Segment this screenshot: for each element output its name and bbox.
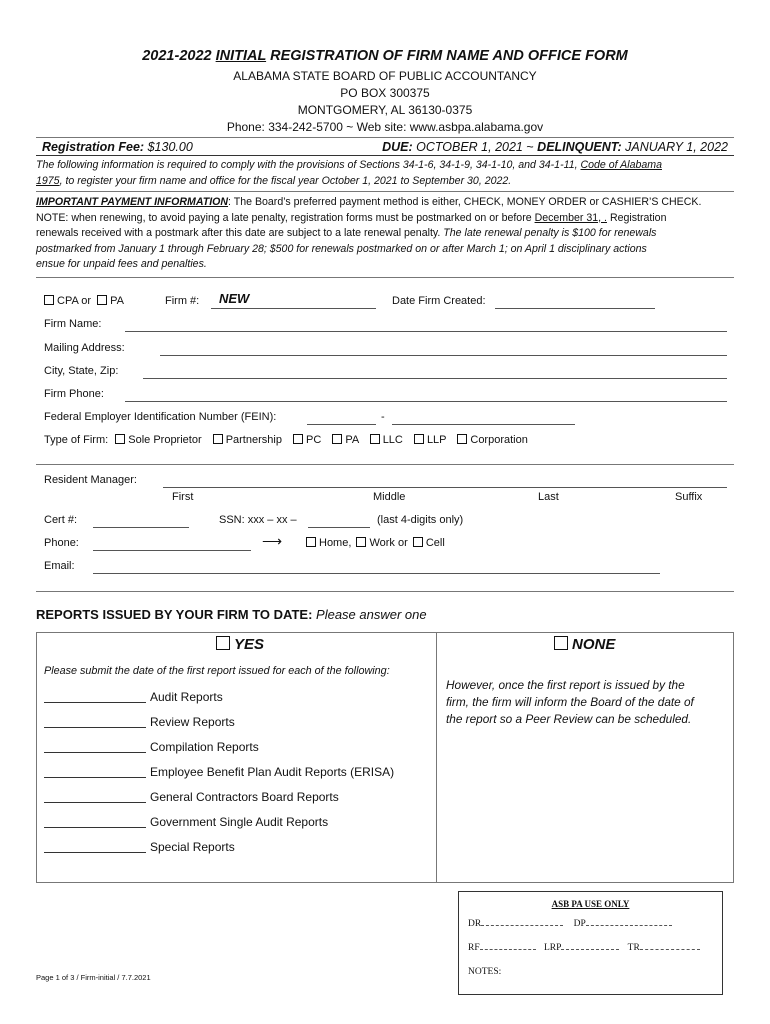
report-date-field[interactable] (44, 841, 146, 853)
org-name: ALABAMA STATE BOARD OF PUBLIC ACCOUNTANCY (233, 69, 537, 83)
city-state-zip-field[interactable] (143, 378, 727, 379)
city-state-zip-label: City, State, Zip: (44, 365, 119, 377)
reports-heading: REPORTS ISSUED BY YOUR FIRM TO DATE: Please answer one (36, 607, 427, 622)
report-item: Special Reports (44, 840, 235, 854)
contact-line: Phone: 334-242-5700 ~ Web site: www.asbpa.alabama.gov (226, 120, 544, 134)
ssn-field[interactable] (308, 527, 370, 528)
rm-phone-label: Phone: (44, 537, 79, 549)
report-item: Government Single Audit Reports (44, 815, 328, 829)
last-name-caption: Last (538, 491, 559, 503)
office-use-row1: DR DP (468, 919, 672, 929)
page-footer: Page 1 of 3 / Firm-initial / 7.7.2021 (36, 973, 151, 982)
cert-field[interactable] (93, 527, 189, 528)
firm-number-field[interactable] (211, 308, 376, 309)
form-title: 2021-2022 INITIAL REGISTRATION OF FIRM NAME AND OFFICE FORM (142, 48, 628, 64)
lrp-field[interactable] (561, 949, 619, 950)
date-created-label: Date Firm Created: (392, 295, 486, 307)
firm-number-value: NEW (219, 291, 250, 306)
notes-label: NOTES: (468, 967, 502, 977)
ssn-hint: (last 4-digits only) (377, 514, 464, 526)
city-address: MONTGOMERY, AL 36130-0375 (297, 103, 473, 117)
registration-fee: Registration Fee: $130.00 (42, 140, 193, 154)
corporation-checkbox[interactable] (457, 434, 467, 444)
license-type: CPA or PA (44, 295, 124, 307)
firm-name-field[interactable] (125, 331, 727, 332)
dp-field[interactable] (586, 925, 672, 926)
fein-suffix-field[interactable] (392, 424, 575, 425)
first-name-caption: First (172, 491, 194, 503)
mailing-address-label: Mailing Address: (44, 342, 125, 354)
middle-name-caption: Middle (373, 491, 406, 503)
fein-prefix-field[interactable] (307, 424, 376, 425)
resident-manager-field[interactable] (163, 487, 727, 488)
firm-phone-field[interactable] (125, 401, 727, 402)
report-date-field[interactable] (44, 791, 146, 803)
firm-number-label: Firm #: (165, 295, 200, 307)
email-label: Email: (44, 560, 75, 572)
cpa-checkbox[interactable] (44, 295, 54, 305)
ssn-label: SSN: xxx – xx – (219, 514, 297, 526)
report-date-field[interactable] (44, 716, 146, 728)
firm-phone-label: Firm Phone: (44, 388, 104, 400)
report-date-field[interactable] (44, 741, 146, 753)
pc-checkbox[interactable] (293, 434, 303, 444)
date-created-field[interactable] (495, 308, 655, 309)
tr-field[interactable] (640, 949, 700, 950)
yes-instructions: Please submit the date of the first report issued for each of the following: (44, 665, 390, 677)
pa-type-checkbox[interactable] (332, 434, 342, 444)
llc-checkbox[interactable] (370, 434, 380, 444)
email-field[interactable] (93, 573, 660, 574)
work-checkbox[interactable] (356, 537, 366, 547)
office-use-row2: RF LRP TR (468, 943, 700, 953)
none-option[interactable]: NONE (554, 636, 615, 653)
pa-checkbox[interactable] (97, 295, 107, 305)
cell-checkbox[interactable] (413, 537, 423, 547)
po-box: PO BOX 300375 (340, 86, 430, 100)
report-item: Audit Reports (44, 690, 223, 704)
report-item: Employee Benefit Plan Audit Reports (ERISA) (44, 765, 394, 779)
due-dates: DUE: OCTOBER 1, 2021 ~ DELINQUENT: JANUARY 1, 2022 (382, 140, 728, 154)
none-explanation: However, once the first report is issued by the firm, the firm will inform the Board of the date of the report so a Peer Review can be scheduled. (446, 678, 694, 726)
report-date-field[interactable] (44, 816, 146, 828)
office-use-title: ASB PA USE ONLY (551, 899, 630, 909)
firm-name-label: Firm Name: (44, 318, 102, 330)
intro-text: The following information is required to comply with the provisions of Sections 34-1-6, 34-1-9, 34-1-10, and 34-1-11, Code of Alabama 1975, to register your firm name and office for the fiscal year October 1, 2021 to September 30, 2022. (36, 159, 662, 187)
arrow-icon: ⟶ (262, 533, 283, 549)
yes-checkbox[interactable] (216, 636, 230, 650)
rm-phone-field[interactable] (93, 550, 251, 551)
resident-manager-label: Resident Manager: (44, 474, 137, 486)
cert-label: Cert #: (44, 514, 78, 526)
report-item: Compilation Reports (44, 740, 259, 754)
yes-option[interactable]: YES (216, 636, 264, 653)
suffix-caption: Suffix (675, 491, 703, 503)
firm-type-row: Type of Firm: Sole Proprietor Partnership PC PA LLC LLP Corporation (44, 434, 528, 446)
partnership-checkbox[interactable] (213, 434, 223, 444)
report-item: Review Reports (44, 715, 235, 729)
llp-checkbox[interactable] (414, 434, 424, 444)
title-initial: INITIAL (215, 48, 267, 64)
phone-type-row: Home, Work or Cell (306, 537, 445, 549)
sole-proprietor-checkbox[interactable] (115, 434, 125, 444)
mailing-address-field[interactable] (160, 355, 727, 356)
rf-field[interactable] (480, 949, 536, 950)
dr-field[interactable] (481, 925, 563, 926)
payment-info: IMPORTANT PAYMENT INFORMATION: The Board’s preferred payment method is either, CHECK, MONEY ORDER or CASHIER’S CHECK. NOTE: when renewing, to avoid paying a late penalty, registration forms must be postmarked on or before December 31, . Registration renewals received with a postmark after this date are subject to a late renewal penalty. The late renewal penalty is $100 for renewals postmarked from January 1 through February 28; $500 for renewals postmarked on or after March 1; on April 1 disciplinary actions ensue for unpaid fees and penalties. (36, 196, 702, 270)
fein-label: Federal Employer Identification Number (FEIN): (44, 411, 277, 423)
report-date-field[interactable] (44, 691, 146, 703)
none-checkbox[interactable] (554, 636, 568, 650)
report-date-field[interactable] (44, 766, 146, 778)
none-panel (436, 632, 734, 883)
home-checkbox[interactable] (306, 537, 316, 547)
report-item: General Contractors Board Reports (44, 790, 339, 804)
